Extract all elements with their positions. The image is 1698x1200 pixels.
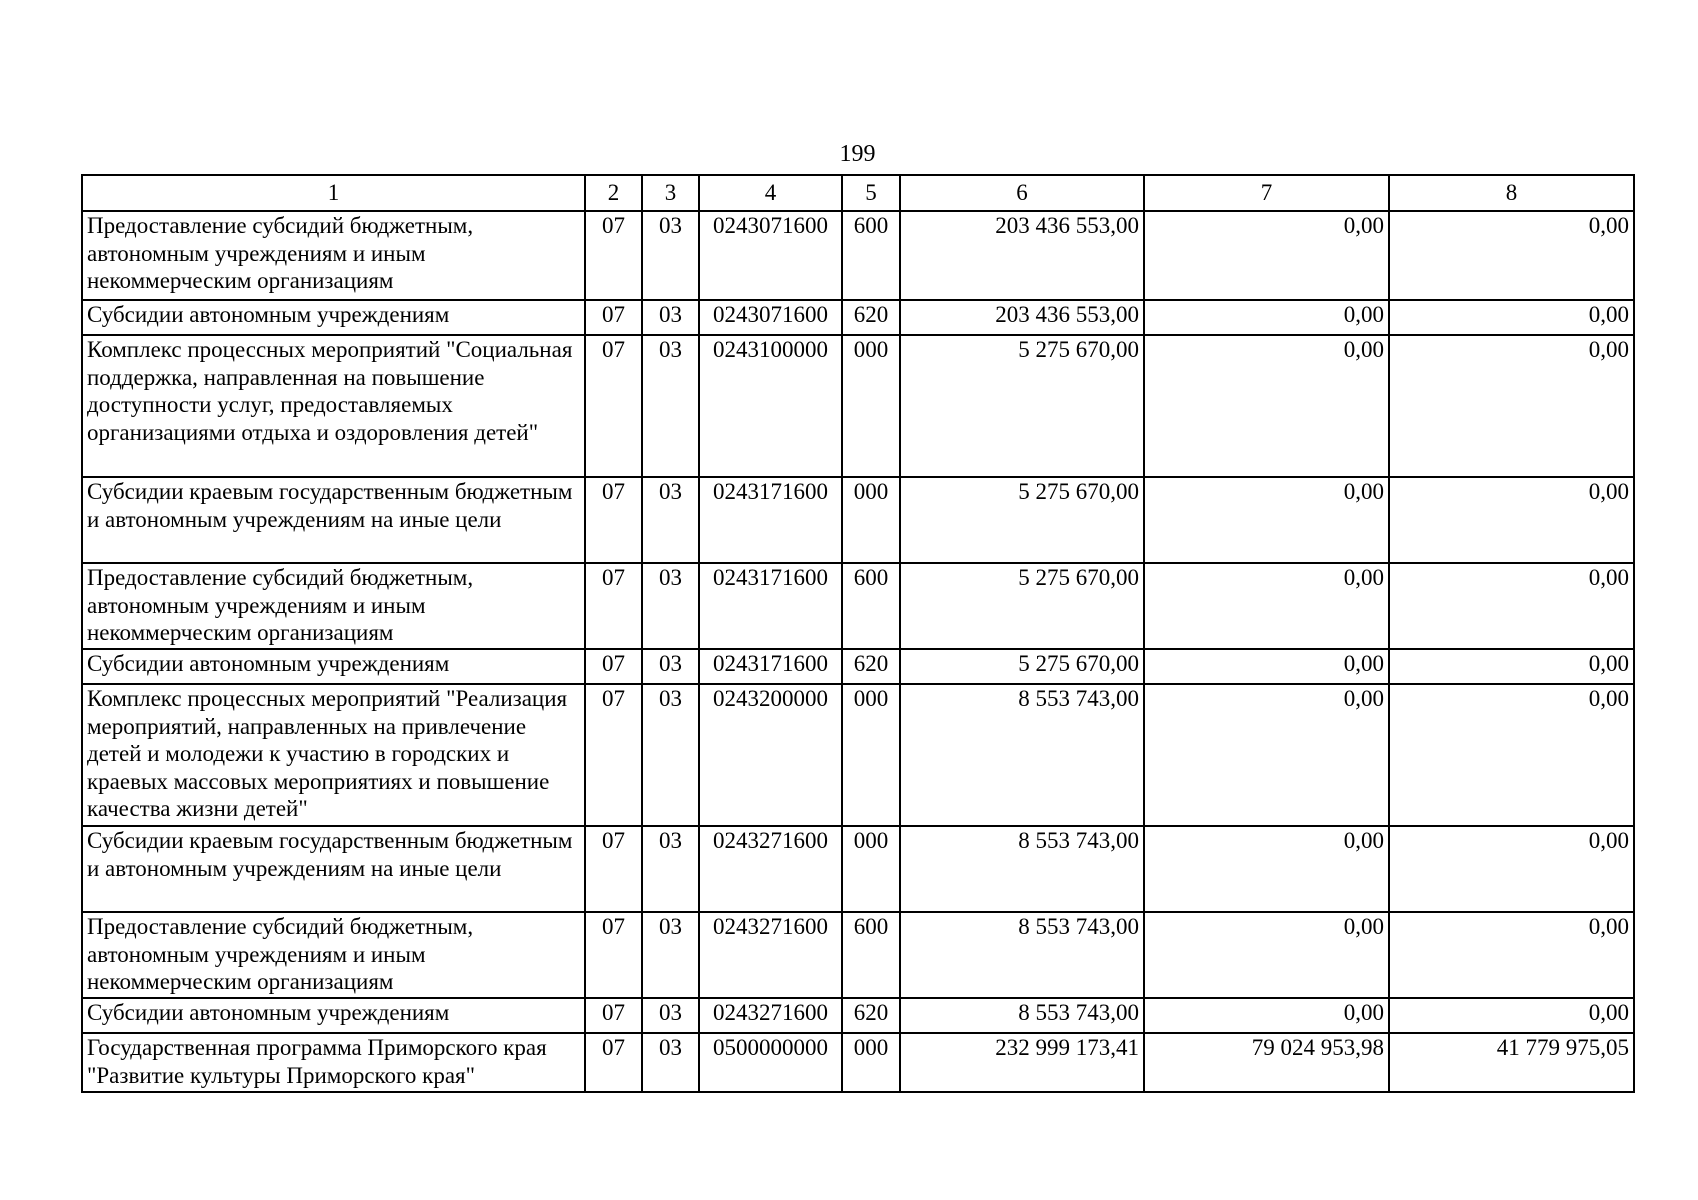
section-code: 07 bbox=[585, 211, 642, 300]
subsection-code: 03 bbox=[642, 826, 699, 912]
target-article-code: 0243171600 bbox=[699, 649, 842, 684]
amount-col8: 0,00 bbox=[1389, 563, 1634, 649]
table-row bbox=[82, 335, 1634, 477]
table-row bbox=[82, 649, 1634, 684]
expense-type-code: 620 bbox=[842, 649, 900, 684]
amount-col6: 5 275 670,00 bbox=[900, 335, 1144, 477]
section-code: 07 bbox=[585, 684, 642, 826]
subsection-code: 03 bbox=[642, 300, 699, 335]
section-code: 07 bbox=[585, 477, 642, 563]
expense-type-code: 000 bbox=[842, 826, 900, 912]
section-code: 07 bbox=[585, 1033, 642, 1092]
amount-col8: 0,00 bbox=[1389, 335, 1634, 477]
amount-col7: 79 024 953,98 bbox=[1144, 1033, 1389, 1092]
amount-col6: 203 436 553,00 bbox=[900, 211, 1144, 300]
amount-col7: 0,00 bbox=[1144, 998, 1389, 1033]
amount-col6: 5 275 670,00 bbox=[900, 563, 1144, 649]
page-number: 199 bbox=[839, 141, 876, 167]
table-row bbox=[82, 300, 1634, 335]
header-row bbox=[82, 175, 1634, 211]
expense-type-code: 600 bbox=[842, 912, 900, 998]
amount-col7: 0,00 bbox=[1144, 300, 1389, 335]
target-article-code: 0243271600 bbox=[699, 826, 842, 912]
amount-col8: 41 779 975,05 bbox=[1389, 1033, 1634, 1092]
table-row bbox=[82, 1033, 1634, 1092]
expense-type-code: 620 bbox=[842, 300, 900, 335]
subsection-code: 03 bbox=[642, 477, 699, 563]
row-name: Субсидии краевым государственным бюджетным и автономным учреждениям на иные цели bbox=[82, 477, 585, 563]
table-row bbox=[82, 998, 1634, 1033]
amount-col8: 0,00 bbox=[1389, 649, 1634, 684]
amount-col6: 8 553 743,00 bbox=[900, 912, 1144, 998]
section-code: 07 bbox=[585, 998, 642, 1033]
row-name: Предоставление субсидий бюджетным, автономным учреждениям и иным некоммерческим организациям bbox=[82, 912, 585, 998]
target-article-code: 0500000000 bbox=[699, 1033, 842, 1092]
expense-type-code: 000 bbox=[842, 335, 900, 477]
table-row bbox=[82, 912, 1634, 998]
table-row bbox=[82, 477, 1634, 563]
expense-type-code: 600 bbox=[842, 211, 900, 300]
budget-table bbox=[81, 174, 1635, 1093]
header-cell: 6 bbox=[900, 175, 1144, 211]
amount-col7: 0,00 bbox=[1144, 335, 1389, 477]
header-cell: 1 bbox=[82, 175, 585, 211]
header-cell: 8 bbox=[1389, 175, 1634, 211]
target-article-code: 0243071600 bbox=[699, 300, 842, 335]
amount-col6: 5 275 670,00 bbox=[900, 649, 1144, 684]
section-code: 07 bbox=[585, 300, 642, 335]
amount-col7: 0,00 bbox=[1144, 684, 1389, 826]
amount-col6: 8 553 743,00 bbox=[900, 826, 1144, 912]
header-cell: 4 bbox=[699, 175, 842, 211]
target-article-code: 0243171600 bbox=[699, 563, 842, 649]
header-cell: 3 bbox=[642, 175, 699, 211]
amount-col6: 203 436 553,00 bbox=[900, 300, 1144, 335]
row-name: Субсидии автономным учреждениям bbox=[82, 300, 585, 335]
amount-col6: 8 553 743,00 bbox=[900, 998, 1144, 1033]
subsection-code: 03 bbox=[642, 684, 699, 826]
amount-col7: 0,00 bbox=[1144, 477, 1389, 563]
row-name: Субсидии краевым государственным бюджетным и автономным учреждениям на иные цели bbox=[82, 826, 585, 912]
amount-col8: 0,00 bbox=[1389, 211, 1634, 300]
section-code: 07 bbox=[585, 826, 642, 912]
subsection-code: 03 bbox=[642, 335, 699, 477]
target-article-code: 0243271600 bbox=[699, 998, 842, 1033]
expense-type-code: 000 bbox=[842, 1033, 900, 1092]
amount-col8: 0,00 bbox=[1389, 300, 1634, 335]
expense-type-code: 000 bbox=[842, 684, 900, 826]
target-article-code: 0243100000 bbox=[699, 335, 842, 477]
row-name: Предоставление субсидий бюджетным, автономным учреждениям и иным некоммерческим организациям bbox=[82, 563, 585, 649]
amount-col8: 0,00 bbox=[1389, 912, 1634, 998]
subsection-code: 03 bbox=[642, 1033, 699, 1092]
expense-type-code: 600 bbox=[842, 563, 900, 649]
header-cell: 2 bbox=[585, 175, 642, 211]
subsection-code: 03 bbox=[642, 998, 699, 1033]
row-name: Государственная программа Приморского края "Развитие культуры Приморского края" bbox=[82, 1033, 585, 1092]
row-name: Комплекс процессных мероприятий "Реализация мероприятий, направленных на привлечение детей и молодежи к участию в городских и краевых массовых мероприятиях и повышение качества жизни детей" bbox=[82, 684, 585, 826]
section-code: 07 bbox=[585, 649, 642, 684]
amount-col7: 0,00 bbox=[1144, 912, 1389, 998]
amount-col8: 0,00 bbox=[1389, 477, 1634, 563]
table-row bbox=[82, 684, 1634, 826]
table-row bbox=[82, 211, 1634, 300]
table-row bbox=[82, 826, 1634, 912]
amount-col6: 5 275 670,00 bbox=[900, 477, 1144, 563]
section-code: 07 bbox=[585, 912, 642, 998]
row-name: Предоставление субсидий бюджетным, автономным учреждениям и иным некоммерческим организациям bbox=[82, 211, 585, 300]
table-row bbox=[82, 563, 1634, 649]
subsection-code: 03 bbox=[642, 649, 699, 684]
subsection-code: 03 bbox=[642, 912, 699, 998]
amount-col7: 0,00 bbox=[1144, 826, 1389, 912]
row-name: Субсидии автономным учреждениям bbox=[82, 649, 585, 684]
amount-col8: 0,00 bbox=[1389, 826, 1634, 912]
target-article-code: 0243071600 bbox=[699, 211, 842, 300]
target-article-code: 0243271600 bbox=[699, 912, 842, 998]
header-cell: 5 bbox=[842, 175, 900, 211]
amount-col6: 232 999 173,41 bbox=[900, 1033, 1144, 1092]
subsection-code: 03 bbox=[642, 211, 699, 300]
amount-col8: 0,00 bbox=[1389, 684, 1634, 826]
header-cell: 7 bbox=[1144, 175, 1389, 211]
section-code: 07 bbox=[585, 563, 642, 649]
amount-col6: 8 553 743,00 bbox=[900, 684, 1144, 826]
expense-type-code: 000 bbox=[842, 477, 900, 563]
amount-col7: 0,00 bbox=[1144, 211, 1389, 300]
expense-type-code: 620 bbox=[842, 998, 900, 1033]
row-name: Комплекс процессных мероприятий "Социальная поддержка, направленная на повышение доступности услуг, предоставляемых организациями отдыха и оздоровления детей" bbox=[82, 335, 585, 477]
amount-col7: 0,00 bbox=[1144, 563, 1389, 649]
amount-col7: 0,00 bbox=[1144, 649, 1389, 684]
target-article-code: 0243171600 bbox=[699, 477, 842, 563]
row-name: Субсидии автономным учреждениям bbox=[82, 998, 585, 1033]
subsection-code: 03 bbox=[642, 563, 699, 649]
target-article-code: 0243200000 bbox=[699, 684, 842, 826]
amount-col8: 0,00 bbox=[1389, 998, 1634, 1033]
section-code: 07 bbox=[585, 335, 642, 477]
